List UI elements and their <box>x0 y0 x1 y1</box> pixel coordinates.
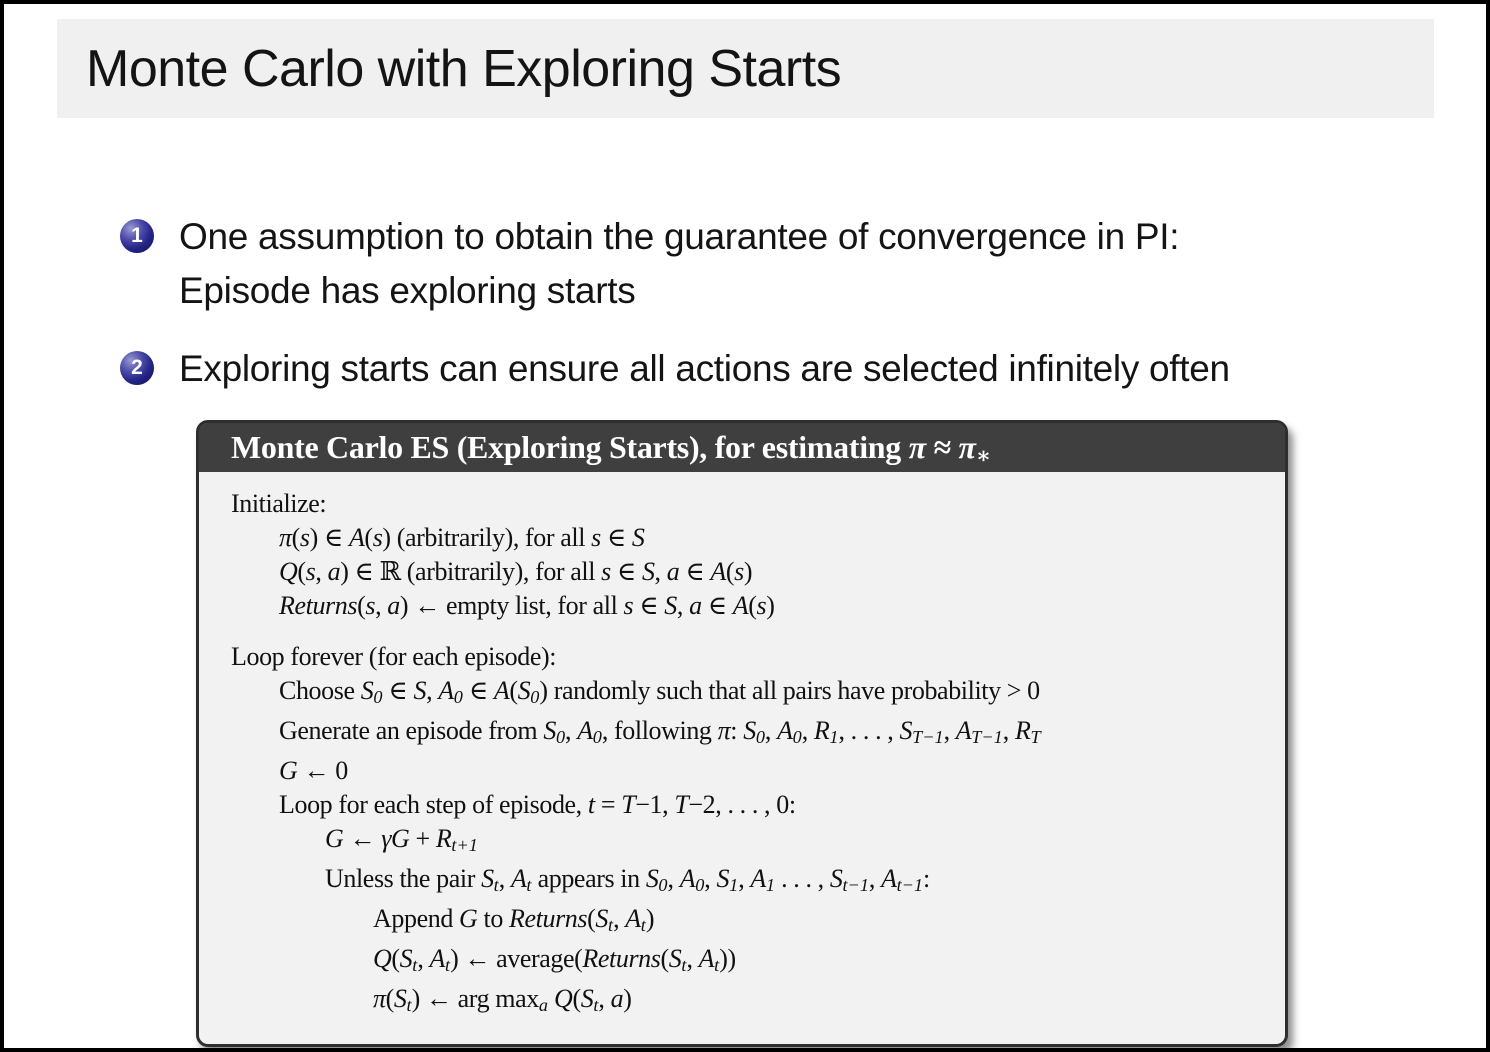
algorithm-line: Q(s, a) ∈ ℝ (arbitrarily), for all s ∈ S, a ∈ A(s) <box>279 557 753 586</box>
algorithm-line: Loop forever (for each episode): <box>231 642 557 671</box>
algorithm-line: π(St) ← arg maxa Q(St, a) <box>373 984 632 1015</box>
bullet-item-1 <box>120 210 1450 318</box>
algorithm-line: π(s) ∈ A(s) (arbitrarily), for all s ∈ S <box>279 523 645 552</box>
algorithm-line: Append G to Returns(St, At) <box>373 904 655 935</box>
bullet-number-badge: 2 <box>120 351 154 385</box>
algorithm-title: Monte Carlo ES (Exploring Starts), for estimating π ≈ π∗ <box>231 429 992 468</box>
algorithm-line: Unless the pair St, At appears in S0, A0, S1, A1 . . . , St−1, At−1: <box>325 864 930 895</box>
bullet-number-badge: 1 <box>120 219 154 253</box>
algorithm-line: Generate an episode from S0, A0, following π: S0, A0, R1, . . . , ST−1, AT−1, RT <box>279 716 1041 747</box>
algorithm-line: Loop for each step of episode, t = T−1, T−2, . . . , 0: <box>279 790 796 819</box>
bullet-text-line: Episode has exploring starts <box>179 270 636 311</box>
algorithm-line: Initialize: <box>231 489 327 518</box>
algorithm-line: G ← γG + Rt+1 <box>325 824 478 855</box>
slide-title: Monte Carlo with Exploring Starts <box>86 39 842 98</box>
algorithm-line: Choose S0 ∈ S, A0 ∈ A(S0) randomly such that all pairs have probability > 0 <box>279 676 1040 707</box>
algorithm-line: Returns(s, a) ← empty list, for all s ∈ S, a ∈ A(s) <box>279 591 775 620</box>
bullet-item-2 <box>120 342 1450 396</box>
algorithm-line: G ← 0 <box>279 756 348 785</box>
algorithm-box <box>196 420 1288 1047</box>
bullet-text <box>179 342 1230 396</box>
bullet-text-line: Exploring starts can ensure all actions are selected infinitely often <box>179 348 1230 389</box>
bullet-text <box>179 210 1179 318</box>
algorithm-line: Q(St, At) ← average(Returns(St, At)) <box>373 944 736 975</box>
algorithm-body <box>199 472 1285 1044</box>
title-bar <box>57 19 1434 118</box>
bullet-text-line: One assumption to obtain the guarantee of convergence in PI: <box>179 216 1180 257</box>
algorithm-box-header <box>199 423 1285 472</box>
bullet-list <box>120 210 1450 420</box>
